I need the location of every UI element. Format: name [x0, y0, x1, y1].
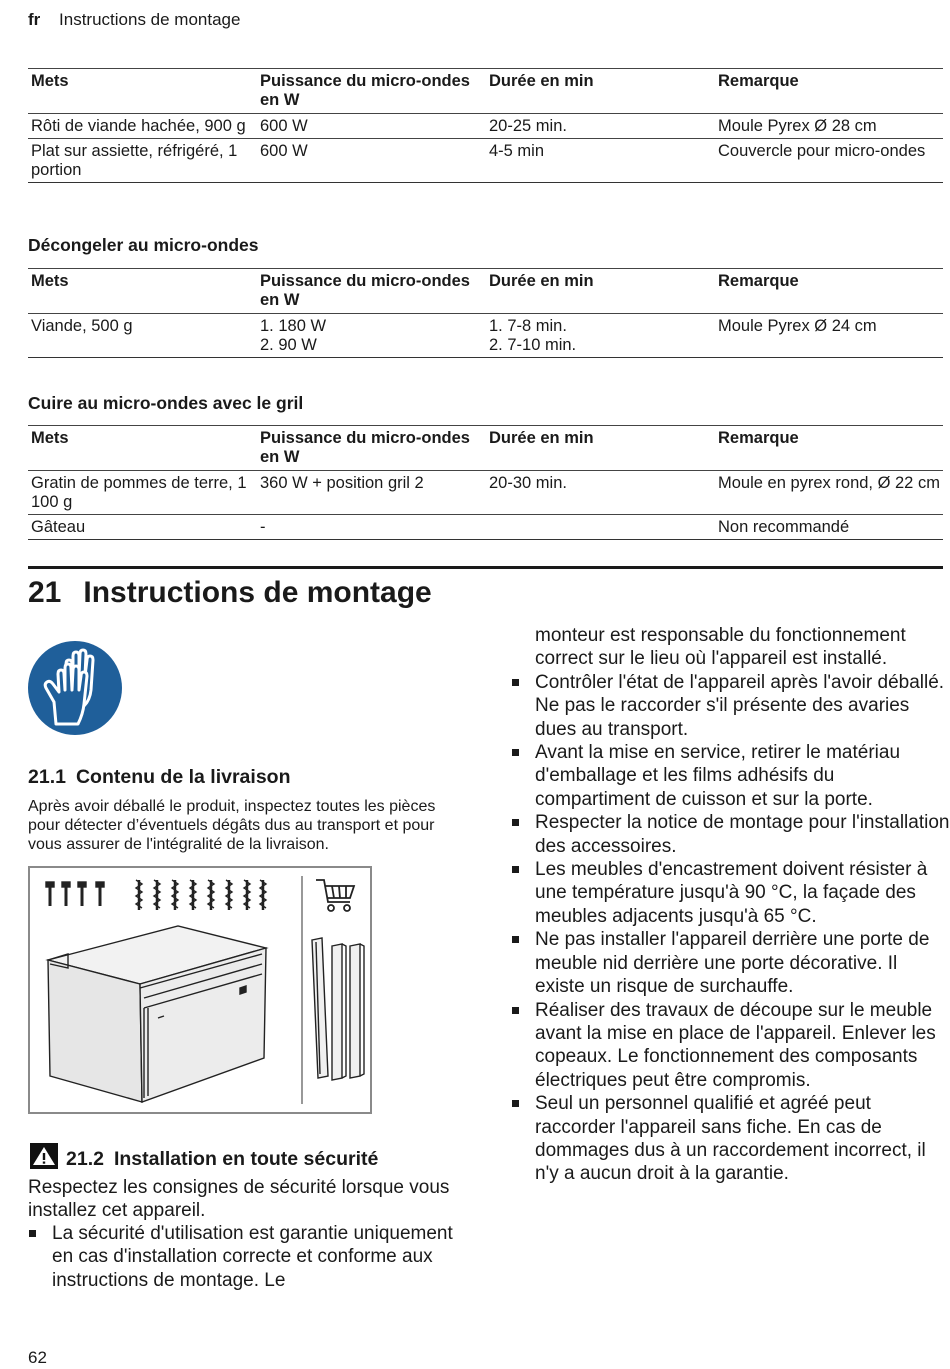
list-item	[511, 1092, 950, 1186]
bullet-text: Contrôler l'état de l'appareil après l'avoir déballé. Ne pas le raccorder s'il présente des avaries dues au transport.	[535, 671, 945, 740]
table-row	[28, 515, 943, 540]
bullet-square-icon	[512, 749, 519, 756]
table-cell: Rôti de viande hachée, 900 g	[28, 114, 257, 139]
section-title: Installation en toute sécurité	[113, 1148, 379, 1170]
chapter-number: 21	[28, 576, 62, 609]
door-handle-illustration	[312, 938, 328, 1078]
table-cell: Moule Pyrex Ø 24 cm	[715, 314, 943, 358]
section-title: Contenu de la livraison	[75, 766, 291, 788]
list-item	[511, 999, 950, 1093]
screws-illustration	[46, 882, 104, 906]
bullet-text: Ne pas installer l'appareil derrière une porte de meuble nid derrière une porte décorative. Il existe un risque de surchauffe.	[535, 929, 930, 998]
column-header: Remarque	[715, 69, 943, 114]
bullet-square-icon	[512, 819, 519, 826]
delivery-contents-text: Après avoir déballé le produit, inspectez toutes les pièces pour détecter d’éventuels dégâts dus au transport et pour vous assurer de l'intégralité de la livraison.	[28, 798, 436, 853]
delivery-contents-illustration	[30, 868, 370, 1112]
table-row	[28, 471, 943, 515]
bullet-square-icon	[29, 1230, 36, 1237]
bullet-text: Respecter la notice de montage pour l'installation des accessoires.	[535, 812, 950, 857]
column-header: Remarque	[715, 426, 943, 471]
column-header: Mets	[28, 69, 257, 114]
section-title-grill: Cuire au micro-ondes avec le gril	[28, 393, 304, 413]
chapter-title-text: Instructions de montage	[83, 576, 432, 609]
running-header	[28, 10, 240, 30]
table-cell: Non recommandé	[715, 515, 943, 540]
table-row	[28, 314, 943, 358]
section-21-2-heading	[66, 1148, 378, 1171]
list-item	[511, 671, 950, 741]
protective-gloves-icon	[28, 638, 124, 738]
table-header-row	[28, 269, 943, 314]
appliance-illustration	[48, 926, 266, 1102]
table-cell: Viande, 500 g	[28, 314, 257, 358]
bullet-continuation: monteur est responsable du fonctionnement correct sur le lieu où l'appareil est installé.	[535, 625, 906, 670]
table-cell: Gâteau	[28, 515, 257, 540]
chapter-rule	[28, 566, 943, 569]
table-cell: 600 W	[257, 114, 486, 139]
bullet-square-icon	[512, 866, 519, 873]
language-code: fr	[28, 10, 41, 29]
table-cell: 20-30 min.	[486, 471, 715, 515]
table-cell: Moule Pyrex Ø 28 cm	[715, 114, 943, 139]
installation-intro: Respectez les consignes de sécurité lorsque vous installez cet appareil.	[28, 1177, 450, 1222]
header-title: Instructions de montage	[59, 10, 241, 29]
column-header: Mets	[28, 269, 257, 314]
table-cell: Plat sur assiette, réfrigéré, 1 portion	[28, 139, 257, 183]
bullet-square-icon	[512, 936, 519, 943]
table-cell: Gratin de pommes de terre, 1 100 g	[28, 471, 257, 515]
column-header: Durée en min	[486, 269, 715, 314]
cooking-table-1	[28, 68, 943, 183]
list-item	[511, 811, 950, 858]
shopping-cart-icon	[316, 880, 354, 911]
section-number: 21.2	[66, 1148, 104, 1170]
list-item	[511, 928, 950, 998]
list-item	[511, 858, 950, 928]
column-header: Remarque	[715, 269, 943, 314]
column-header: Puissance du micro-ondes en W	[257, 426, 486, 471]
bullet-square-icon	[512, 1007, 519, 1014]
delivery-contents-figure	[28, 866, 372, 1114]
table-cell: 1. 180 W 2. 90 W	[257, 314, 486, 358]
bullet-square-icon	[512, 1100, 519, 1107]
section-number: 21.1	[28, 766, 66, 788]
bullet-text: Les meubles d'encastrement doivent résister à une température jusqu'à 90 °C, la façade des meubles adjacents jusqu'à 65 °C.	[535, 859, 928, 927]
page-number: 62	[28, 1348, 47, 1367]
table-cell: 600 W	[257, 139, 486, 183]
bullet-square-icon	[512, 679, 519, 686]
chapter-title	[28, 576, 432, 610]
grill-table	[28, 425, 943, 540]
column-header: Durée en min	[486, 426, 715, 471]
table-row	[28, 139, 943, 183]
bullet-text: Réaliser des travaux de découpe sur le meuble avant la mise en place de l'appareil. Enlever les copeaux. Le fonctionnement des composants électriques peut être compromis.	[535, 999, 936, 1091]
column-header: Mets	[28, 426, 257, 471]
table-cell: 360 W + position gril 2	[257, 471, 486, 515]
column-header: Puissance du micro-ondes en W	[257, 69, 486, 114]
clips-illustration	[136, 880, 266, 910]
section-21-1-heading	[28, 766, 291, 789]
table-header-row	[28, 69, 943, 114]
bullet-text: Avant la mise en service, retirer le matériau d'emballage et les films adhésifs du compartiment de cuisson et sur la porte.	[535, 742, 901, 810]
defrost-table	[28, 268, 943, 358]
list-item	[511, 741, 950, 811]
trim-strips-illustration	[332, 944, 364, 1080]
section-title-defrost: Décongeler au micro-ondes	[28, 235, 259, 255]
table-cell: Couvercle pour micro-ondes	[715, 139, 943, 183]
table-cell: Moule en pyrex rond, Ø 22 cm	[715, 471, 943, 515]
bullet-text: La sécurité d'utilisation est garantie uniquement en cas d'installation correcte et conforme aux instructions de montage. Le	[52, 1223, 453, 1291]
table-row	[28, 114, 943, 139]
table-cell	[486, 515, 715, 540]
table-header-row	[28, 426, 943, 471]
column-header: Puissance du micro-ondes en W	[257, 269, 486, 314]
table-cell: -	[257, 515, 486, 540]
bullet-text: Seul un personnel qualifié et agréé peut raccorder l'appareil sans fiche. En cas de dommages dus à un raccordement incorrect, il n'y a aucun droit à la garantie.	[535, 1093, 926, 1185]
table-cell: 1. 7-8 min. 2. 7-10 min.	[486, 314, 715, 358]
table-cell: 20-25 min.	[486, 114, 715, 139]
column-header: Durée en min	[486, 69, 715, 114]
table-cell: 4-5 min	[486, 139, 715, 183]
list-item	[28, 1222, 468, 1292]
left-column-bullets	[28, 1222, 468, 1292]
warning-triangle-icon	[30, 1143, 58, 1169]
right-column	[511, 624, 950, 1186]
